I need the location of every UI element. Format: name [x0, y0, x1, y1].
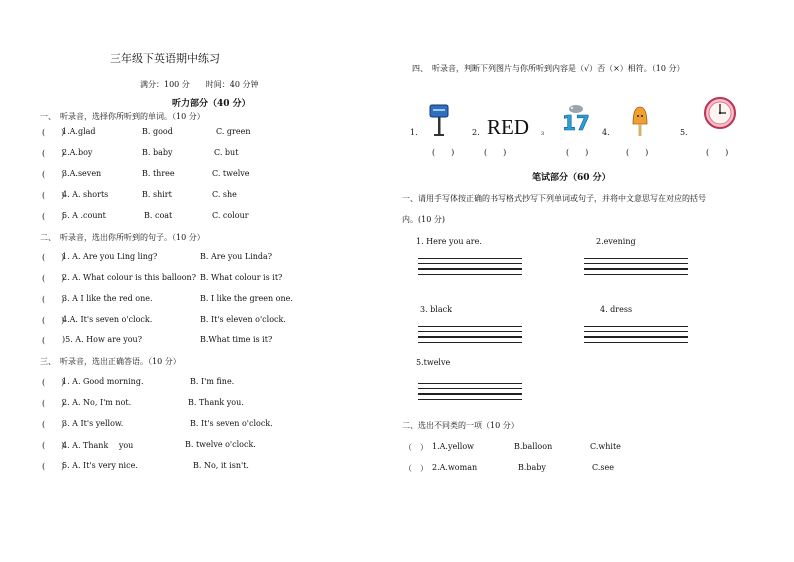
option-a: 1. A. Good morning. — [62, 377, 144, 386]
option-b: B. Are you Linda? — [200, 252, 273, 261]
option-b: B. What colour is it? — [200, 273, 283, 282]
answer-bracket[interactable]: ( ) — [42, 462, 65, 471]
picture-answer-bracket[interactable]: ( ) — [566, 148, 589, 157]
writing-lines[interactable] — [418, 326, 522, 347]
option-b: B.baby — [518, 463, 546, 472]
option-a: )5. A. How are you? — [62, 335, 142, 344]
written-section-title: 笔试部分（60 分） — [532, 173, 611, 183]
picture-number-3-small: 3 — [541, 131, 545, 137]
picture-answer-bracket[interactable]: ( ) — [432, 148, 455, 157]
answer-bracket[interactable]: ( ) — [42, 378, 65, 387]
section4-heading: 四、 听录音，判断下列图片与你所听到内容是（√）否（×）相符。（10 分） — [412, 64, 685, 73]
option-b: B. I like the green one. — [200, 294, 293, 303]
exam-meta: 满分：100 分 时间：40 分钟 — [140, 80, 259, 89]
answer-bracket[interactable]: （ ） — [404, 443, 428, 452]
option-a: 4. A. Thank you — [62, 441, 134, 450]
option-b: B. Thank you. — [188, 398, 244, 407]
option-c: C. colour — [212, 211, 249, 220]
writing-lines[interactable] — [418, 258, 522, 279]
option-a: 1.A.yellow — [432, 442, 474, 451]
number-17-text: 17 — [562, 111, 590, 135]
section2-heading: 二、 听录音，选出你所听到的句子。（10 分） — [40, 233, 205, 242]
option-b: B. coat — [144, 211, 173, 220]
page-title: 三年级下英语期中练习 — [110, 52, 220, 65]
option-a: 2. A. What colour is this balloon? — [62, 273, 196, 282]
picture-number: 5. — [680, 128, 688, 137]
answer-bracket[interactable]: ( ) — [42, 212, 65, 221]
option-a: 3. A I like the red one. — [62, 294, 153, 303]
option-b: B. shirt — [142, 190, 172, 199]
copy-item: 3. black — [420, 305, 452, 314]
option-a: 2.A.boy — [62, 148, 93, 157]
answer-bracket[interactable]: ( ) — [42, 399, 65, 408]
picture-number: 1. — [410, 128, 418, 137]
option-a: 2. A. No, I'm not. — [62, 398, 132, 407]
picture-answer-bracket[interactable]: ( ) — [484, 148, 507, 157]
copy-item: 5.twelve — [416, 358, 451, 367]
option-a: 5. A. It's very nice. — [62, 461, 138, 470]
option-c: C. but — [214, 148, 239, 157]
section3-heading: 三、 听录音，选出正确答语。（10 分） — [40, 357, 181, 366]
answer-bracket[interactable]: ( ) — [42, 316, 65, 325]
listening-section-title: 听力部分（40 分） — [172, 99, 251, 109]
picture-number: 4. — [602, 128, 610, 137]
option-c: C.white — [590, 442, 621, 451]
option-a: 1. A. Are you Ling ling? — [62, 252, 158, 261]
answer-bracket[interactable]: ( ) — [42, 170, 65, 179]
answer-bracket[interactable]: ( ) — [42, 128, 65, 137]
option-a: 1.A.glad — [62, 127, 96, 136]
option-b: B. I'm fine. — [190, 377, 235, 386]
answer-bracket[interactable]: ( ) — [42, 274, 65, 283]
writing-lines[interactable] — [418, 383, 522, 404]
mailbox-icon — [428, 103, 450, 137]
option-c: C. green — [216, 127, 251, 136]
answer-bracket[interactable]: ( ) — [42, 295, 65, 304]
option-b: B. It's seven o'clock. — [190, 419, 273, 428]
option-b: B.balloon — [514, 442, 553, 451]
clock-icon — [702, 96, 738, 130]
option-b: B. three — [142, 169, 175, 178]
option-b: B. No, it isn't. — [193, 461, 249, 470]
picture-answer-bracket[interactable]: ( ) — [626, 148, 649, 157]
option-a: 3. A It's yellow. — [62, 419, 124, 428]
w1-heading-line2: 内。(10 分) — [402, 215, 445, 224]
answer-bracket[interactable]: ( — [42, 336, 62, 345]
option-a: 2.A.woman — [432, 463, 478, 472]
option-a: 3.A.seven — [62, 169, 102, 178]
answer-bracket[interactable]: ( ) — [42, 420, 65, 429]
section1-heading: 一、 听录音，选择你所听到的单词。（10 分） — [40, 112, 205, 121]
w1-heading-line1: 一、请用手写体按正确的书写格式抄写下列单词或句子，并将中文意思写在对应的括号 — [402, 194, 706, 203]
popsicle-icon — [630, 104, 650, 138]
picture-number: 2. — [472, 128, 480, 137]
option-c: C. twelve — [212, 169, 250, 178]
option-c: C. she — [212, 190, 237, 199]
answer-bracket[interactable]: ( ) — [42, 149, 65, 158]
option-a: 4.A. It's seven o'clock. — [62, 315, 153, 324]
option-b: B. It's eleven o'clock. — [200, 315, 286, 324]
copy-item: 4. dress — [600, 305, 633, 314]
option-a: 5. A .count — [62, 211, 106, 220]
answer-bracket[interactable]: （ ） — [404, 464, 428, 473]
option-b: B. good — [142, 127, 173, 136]
answer-bracket[interactable]: ( ) — [42, 441, 65, 450]
picture-answer-bracket[interactable]: ( ) — [706, 148, 729, 157]
writing-lines[interactable] — [584, 258, 688, 279]
copy-item: 1. Here you are. — [416, 237, 482, 246]
copy-item: 2.evening — [596, 237, 636, 246]
writing-lines[interactable] — [584, 326, 688, 347]
option-b: B.What time is it? — [200, 335, 273, 344]
option-b: B. twelve o'clock. — [185, 440, 256, 449]
option-b: B. baby — [142, 148, 173, 157]
option-c: C.see — [592, 463, 614, 472]
red-word-picture: RED — [487, 115, 529, 139]
answer-bracket[interactable]: ( ) — [42, 253, 65, 262]
answer-bracket[interactable]: ( ) — [42, 191, 65, 200]
option-a: 4. A. shorts — [62, 190, 109, 199]
w2-heading: 二、选出不同类的一项（10 分） — [402, 421, 519, 430]
